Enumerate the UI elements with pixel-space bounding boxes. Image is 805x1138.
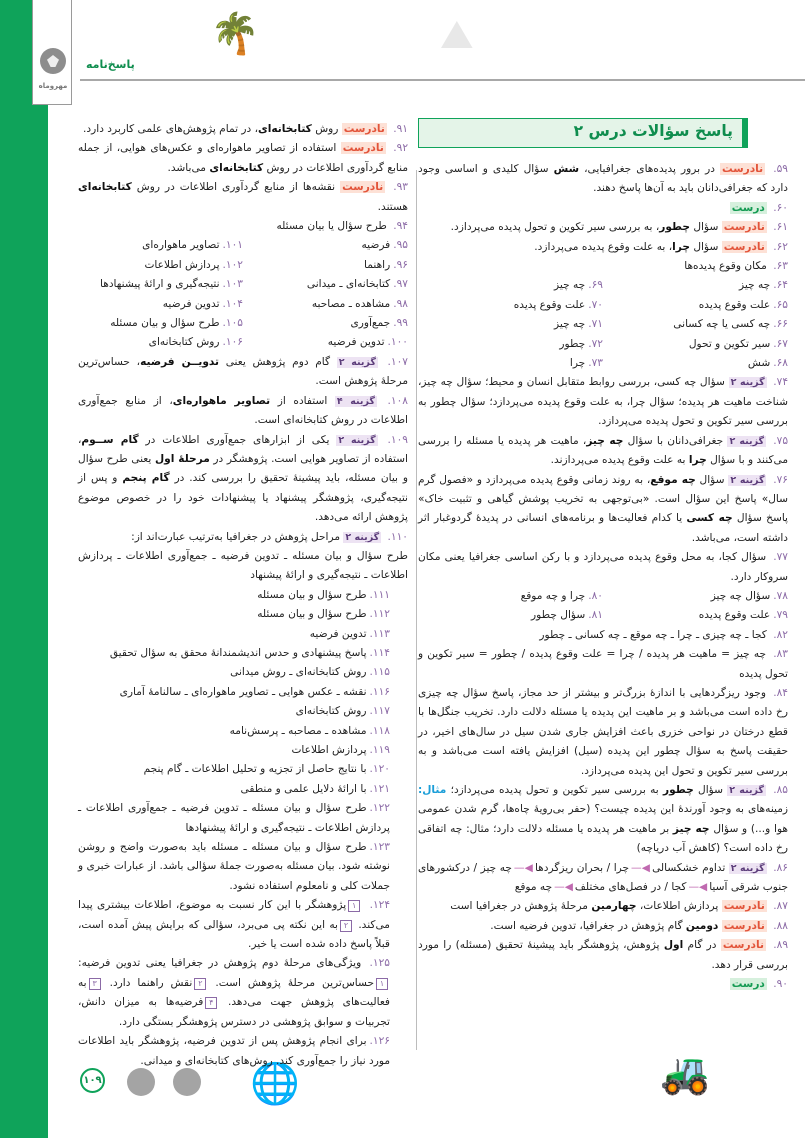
numbered-box: ۴ bbox=[205, 997, 217, 1009]
answer-123: ۱۲۳.طرح سؤال و بیان مسئله ـ مسئله باید به‌صورت واضح و روشن نوشته شود. بیان مسئله به‌صورت جملهٔ سؤالی باشد. از عبارات خبری و جملات کلی و نامعلوم استفاده نشود. bbox=[78, 841, 390, 892]
answer-85: ۸۵. گزینه ۲ سؤال چطور به بررسی سیر تکوین و تحول پدیده می‌پردازد؛ مثال: زمینه‌های به وجود آورندهٔ این پدیده چیست؟ (حفر بی‌رویهٔ چاه‌ها، گرم شدن عمومی هوا و...) و سؤال چه چیز بر ماهیت هر پدیده یا مسئله دلالت دارد؛ مثال: چه اتفاقی رخ داده است؟ (کاهش آب دریاچه) bbox=[418, 784, 788, 855]
answer-59: ۵۹. نادرست در برور پدیده‌های جغرافیایی، شش سؤال کلیدی و اساسی وجود دارد که جغرافی‌دانان باید به آن‌ها پاسخ دهند. bbox=[418, 163, 788, 195]
page-header-title: پاسخ‌نامه bbox=[86, 58, 135, 71]
answer-75: ۷۵. گزینه ۲ جغرافی‌دانان با سؤال چه چیز، ماهیت هر پدیده یا مسئله را بررسی می‌کنند و با سؤال چرا به علت وقوع پدیده می‌پردازند. bbox=[418, 434, 789, 467]
option-badge: گزینه ۲ bbox=[729, 785, 764, 796]
right-column bbox=[418, 160, 788, 994]
answer-125: ۱۲۵. ویژگی‌های مرحلهٔ دوم پژوهش در جغرافیا یعنی تدوین فرضیه: ۱حساس‌ترین مرحلهٔ پژوهش است. ۲نقش راهنما دارد. ۳به فعالیت‌های پژوهش جهت می‌دهد. ۴فرضیه‌ها به میزان دانش، تجربیات و سوابق پژوهشی در دسترس پژوهشگر بستگی دارد. bbox=[78, 957, 390, 1028]
answer-94: ۹۴. طرح سؤال یا بیان مسئله bbox=[276, 220, 408, 233]
arrow-left-icon: ◀— bbox=[554, 881, 573, 894]
answer-pair-row: ۱۰۰.تدوین فرضیه ۱۰۶.روش کتابخانه‌ای bbox=[148, 336, 408, 349]
answer-119: ۱۱۹.پردازش اطلاعات bbox=[291, 744, 390, 756]
answer-60: ۶۰. درست bbox=[731, 201, 788, 214]
publisher-logo-icon bbox=[40, 48, 66, 74]
answer-111: ۱۱۱.طرح سؤال و بیان مسئله bbox=[257, 588, 390, 601]
mountain-decoration-icon: ⛰ bbox=[440, 12, 474, 58]
section-title: پاسخ سؤالات درس ۲ bbox=[573, 122, 733, 140]
answer-117: ۱۱۷.روش کتابخانه‌ای bbox=[295, 705, 390, 718]
answer-pair-row: ۹۷.کتابخانه‌ای ـ میدانی ۱۰۳.نتیجه‌گیری و ارائهٔ پیشنهادها bbox=[100, 278, 408, 291]
palm-tree-decoration-icon: 🌴 bbox=[210, 11, 260, 57]
wrong-badge: نادرست bbox=[342, 181, 384, 194]
example-label: مثال: bbox=[418, 784, 447, 796]
answer-pair-row: ۹۶.راهنما ۱۰۲.پردازش اطلاعات bbox=[144, 258, 408, 271]
answer-pair-row: ۹۹.جمع‌آوری ۱۰۵.طرح سؤال و بیان مسئله bbox=[110, 317, 408, 330]
answer-90: ۹۰. درست bbox=[731, 978, 788, 991]
green-side-strip bbox=[0, 0, 48, 1138]
answer-110-continuation: طرح سؤال و بیان مسئله ـ تدوین فرضیه ـ جمع‌آوری اطلاعات ـ پردازش اطلاعات ـ نتیجه‌گیری و ارائهٔ پیشنهاد bbox=[78, 549, 408, 582]
answer-pair-row: ۷۹.علت وقوع پدیده ۸۱.سؤال چطور bbox=[531, 609, 788, 622]
correct-badge: درست bbox=[731, 201, 765, 214]
answer-112: ۱۱۲.طرح سؤال و بیان مسئله bbox=[257, 608, 390, 621]
column-divider bbox=[416, 170, 417, 1050]
globe-decoration-icon: 🌐 bbox=[250, 1061, 300, 1107]
answer-126: ۱۲۶.برای انجام پژوهش پس از تدوین فرضیه، پژوهشگر باید اطلاعات مورد نیاز را جمع‌آوری کند. روش‌های کتابخانه‌ای و میدانی. bbox=[78, 1035, 390, 1067]
answer-124: ۱۲۴. ۱پژوهشگر با این کار نسبت به موضوع، اطلاعات بیشتری پیدا می‌کند. ۲به این نکته پی می‌برد، سؤالی که برایش پیش آمده است، قبلاً پاسخ داده شده است یا خیر. bbox=[78, 899, 391, 951]
correct-badge: درست bbox=[731, 978, 765, 991]
answer-110: ۱۱۰. گزینه ۲ مراحل پژوهش در جغرافیا به‌ترتیب عبارت‌اند از: bbox=[131, 530, 408, 543]
option-badge: گزینه ۲ bbox=[338, 356, 376, 368]
answer-89: ۸۹. نادرست در گام اول پژوهش، پژوهشگر باید پیشینهٔ تحقیق (مسئله) را مورد بررسی قرار دهد. bbox=[418, 939, 789, 971]
numbered-box: ۳ bbox=[89, 978, 101, 990]
arrow-left-icon: ◀— bbox=[631, 861, 651, 874]
answer-107: ۱۰۷. گزینه ۲ گام دوم پژوهش یعنی تدویــن فرضیه، حساس‌ترین مرحلهٔ پژوهش است. bbox=[78, 355, 408, 388]
wrong-badge: نادرست bbox=[722, 163, 764, 175]
answer-87: ۸۷. نادرست پردازش اطلاعات، چهارمین مرحلهٔ پژوهش در جغرافیا است bbox=[450, 900, 788, 913]
answer-114: ۱۱۴.پاسخ پیشنهادی و حدس اندیشمندانهٔ محقق به سؤال تحقیق bbox=[109, 646, 390, 659]
numbered-box: ۲ bbox=[194, 978, 206, 990]
option-badge: گزینه ۲ bbox=[730, 474, 765, 486]
wrong-badge: نادرست bbox=[723, 240, 765, 253]
answer-76: ۷۶. گزینه ۲ سؤال چه موقع، به روند زمانی وقوع پدیده می‌پردازد و «فصول گرم سال» پاسخ این سؤال است. «بی‌توجهی به تخریب پوشش گیاهی و تثبیت خاک» پاسخ سؤال چه کسی یا کدام فعالیت‌ها و برنامه‌های انسانی در پدیدهٔ گردوغبار اثر داشته است، می‌باشد. bbox=[418, 473, 789, 544]
section-title-box bbox=[418, 118, 748, 148]
arrow-left-icon: ◀— bbox=[688, 881, 708, 894]
answer-91: ۹۱. نادرست روش کتابخانه‌ای، در تمام پژوهش‌های علمی کاربرد دارد. bbox=[83, 123, 408, 135]
publisher-logo-caption: مهروماه bbox=[38, 82, 68, 90]
arrow-left-icon: ◀— bbox=[513, 861, 533, 874]
answer-61: ۶۱. نادرست سؤال چطور، به بررسی سیر تکوین و تحول پدیده می‌پردازد. bbox=[450, 221, 788, 234]
wrong-badge: نادرست bbox=[723, 919, 765, 932]
answer-122: ۱۲۲.طرح سؤال و بیان مسئله ـ تدوین فرضیه ـ جمع‌آوری اطلاعات ـ پردازش اطلاعات ـ نتیجه‌گیری و ارائهٔ پیشنهادها bbox=[78, 802, 390, 834]
left-column bbox=[78, 120, 408, 1071]
answer-121: ۱۲۱.با ارائهٔ دلایل علمی و منطقی bbox=[240, 782, 390, 795]
numbered-box: ۱ bbox=[376, 978, 388, 990]
answer-84: ۸۴. وجود ریزگردهایی با اندازهٔ بزرگ‌تر و بیشتر از حد مجاز، پاسخ سؤال چه چیزی رخ داده است می‌باشد و بر ماهیت این پدیده یا مسئله دلالت دارد. تخریب جنگل‌ها با قطع درختان در نواحی خزری باعث افزایش جاری شدن سیل در سال‌های اخیر، در حقیقت پاسخ به سؤال چطور این پدیده (سیل) افزایش یافته است می‌باشد و به بررسی سیر تکوین و تحول این پدیده می‌پردازد. bbox=[418, 686, 788, 777]
answer-86: ۸۶. گزینه ۲ تداوم خشکسالی◀—چرا / بحران ریزگردها◀—چه چیز / درکشورهای جنوب شرقی آسیا◀—کجا / در فصل‌های مختلف◀—چه موقع bbox=[418, 861, 788, 894]
answer-109: ۱۰۹. گزینه ۲ یکی از ابزارهای جمع‌آوری اطلاعات در گام ســوم، استفاده از تصاویر هوایی است. پژوهشگر در مرحلهٔ اول یعنی طرح سؤال و بیان مسئله، باید پیشینهٔ تحقیق را بررسی کند. در گام پنجم و پس از نتیجه‌گیری، پژوهشگر پیشنهاد یا پیشنهادات خود را در خصوص موضوع پژوهش ارائه می‌دهد. bbox=[78, 433, 408, 524]
wrong-badge: نادرست bbox=[723, 900, 765, 913]
answer-93: ۹۳. نادرست نقشه‌ها از منابع گردآوری اطلاعات در روش کتابخانه‌ای هستند. bbox=[78, 181, 408, 213]
answer-pair-row: ۶۷.سیر تکوین و تحول ۷۲.چطور bbox=[559, 337, 788, 350]
answer-pair-row: ۹۵.فرضیه ۱۰۱.تصاویر ماهواره‌ای bbox=[142, 239, 408, 252]
wrong-badge: نادرست bbox=[722, 939, 764, 952]
page-number: ۱۰۹ bbox=[80, 1068, 105, 1093]
answer-74: ۷۴. گزینه ۲ سؤال چه کسی، بررسی روابط متقابل انسان و محیط؛ سؤال چه چیز، شناخت ماهیت هر پدیده؛ سؤال چرا، به علت وقوع پدیده می‌پردازد؛ سؤال چطور به بررسی سیر تکوین و تحول پدیده می‌پردازد. bbox=[418, 376, 789, 428]
answer-pair-row: ۶۸.شش ۷۳.چرا bbox=[569, 357, 788, 370]
answer-pair-row: ۶۶.چه کسی یا چه کسانی ۷۱.چه چیز bbox=[554, 318, 788, 331]
option-badge: گزینه ۴ bbox=[336, 395, 375, 407]
tractor-decoration-icon: 🚜 bbox=[660, 1051, 710, 1097]
option-badge: گزینه ۲ bbox=[730, 377, 765, 389]
answer-pair-row: ۹۸.مشاهده ـ مصاحبه ۱۰۴.تدوین فرضیه bbox=[162, 297, 408, 310]
option-badge: گزینه ۲ bbox=[729, 435, 765, 447]
answer-120: ۱۲۰.با نتایج حاصل از تجزیه و تحلیل اطلاعات ـ گام پنجم bbox=[143, 763, 390, 776]
answer-108: ۱۰۸. گزینه ۴ استفاده از تصاویر ماهواره‌ای، از منابع جمع‌آوری اطلاعات در روش کتابخانه‌ای است. bbox=[78, 394, 408, 427]
option-badge: گزینه ۲ bbox=[345, 531, 380, 543]
header-divider bbox=[80, 79, 805, 81]
answer-pair-row: ۷۸.سؤال چه چیز ۸۰.چرا و چه موقع bbox=[520, 589, 788, 602]
answer-88: ۸۸. نادرست دومین گام پژوهش در جغرافیا، تدوین فرضیه است. bbox=[490, 919, 788, 932]
option-badge: گزینه ۲ bbox=[730, 862, 765, 874]
answer-83: ۸۳. چه چیز = ماهیت هر پدیده / چرا = علت وقوع پدیده / چطور = سیر تکوین و تحول پدیده bbox=[418, 648, 788, 680]
numbered-box: ۲ bbox=[340, 920, 352, 932]
footer-dot-icon bbox=[173, 1068, 201, 1096]
footer-dot-icon bbox=[127, 1068, 155, 1096]
answer-pair-row: ۶۵.علت وقوع پدیده ۷۰.علت وقوع پدیده bbox=[513, 298, 788, 311]
answer-77: ۷۷. سؤال کجا، به محل وقوع پدیده می‌پردازد و با رکن اساسی جغرافیا یعنی مکان سروکار دارد. bbox=[418, 551, 788, 583]
answer-115: ۱۱۵.روش کتابخانه‌ای ـ روش میدانی bbox=[230, 666, 390, 679]
wrong-badge: نادرست bbox=[723, 221, 765, 234]
option-badge: گزینه ۲ bbox=[338, 434, 376, 446]
answer-pair-row: ۶۴.چه چیز ۶۹.چه چیز bbox=[554, 279, 788, 292]
answer-82: ۸۲. کجا ـ چه چیزی ـ چرا ـ چه موقع ـ چه کسانی ـ چطور bbox=[539, 628, 788, 641]
answer-62: ۶۲. نادرست سؤال چرا، به علت وقوع پدیده می‌پردازد. bbox=[534, 240, 788, 253]
wrong-badge: نادرست bbox=[343, 123, 385, 135]
answer-63: ۶۳. مکان وقوع پدیده‌ها bbox=[684, 260, 788, 273]
answer-92: ۹۲. نادرست استفاده از تصاویر ماهواره‌ای و عکس‌های هوایی، از جمله منابع گردآوری اطلاعات در روش کتابخانه‌ای می‌باشد. bbox=[78, 142, 409, 174]
answer-113: ۱۱۳.تدوین فرضیه bbox=[309, 627, 390, 640]
answer-116: ۱۱۶.نقشه ـ عکس هوایی ـ تصاویر ماهواره‌ای ـ سالنامهٔ آماری bbox=[119, 685, 390, 698]
numbered-box: ۱ bbox=[348, 900, 360, 912]
publisher-logo-tab bbox=[32, 0, 72, 105]
wrong-badge: نادرست bbox=[342, 142, 384, 155]
answer-118: ۱۱۸.مشاهده ـ مصاحبه ـ پرسش‌نامه bbox=[229, 724, 390, 737]
